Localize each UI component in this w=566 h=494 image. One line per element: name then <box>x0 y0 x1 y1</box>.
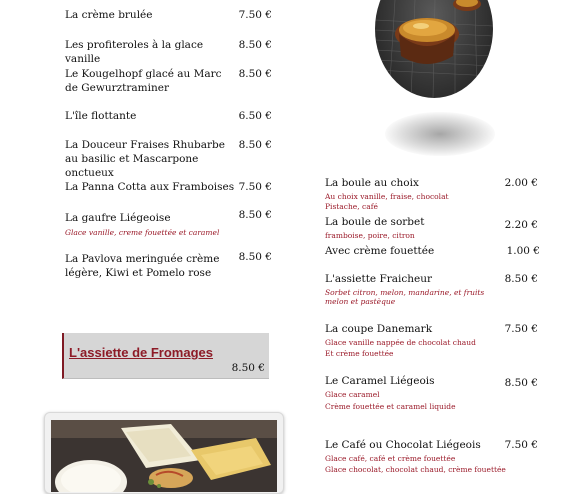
creme-brulee-photo <box>375 0 493 98</box>
menu-item-price: 7.50 € <box>238 9 272 21</box>
menu-item-name: Le Café ou Chocolat Liégeois <box>325 439 481 451</box>
menu-item-name: La crème brulée <box>65 9 153 21</box>
menu-item-price: 6.50 € <box>238 110 272 122</box>
cheese-plate-price: 8.50 € <box>231 362 265 374</box>
menu-item-price: 8.50 € <box>238 68 272 80</box>
menu-item-price: 7.50 € <box>504 323 538 335</box>
menu-item-price: 8.50 € <box>504 377 538 389</box>
cheese-plate-photo <box>51 420 277 492</box>
cheese-plate-title: L'assiette de Fromages <box>69 345 213 360</box>
menu-item-description: Glace vanille nappée de chocolat chaud <box>325 338 476 347</box>
menu-item-name: La Pavlova meringuée crème légère, Kiwi et Pomelo rose <box>65 253 220 279</box>
menu-item-price: 8.50 € <box>238 139 272 151</box>
menu-item-price: 7.50 € <box>504 439 538 451</box>
menu-item-name: La coupe Danemark <box>325 323 433 335</box>
menu-item-description: melon et pastèque <box>325 297 396 306</box>
menu-item-name: La Douceur Fraises Rhubarbe au basilic et Mascarpone onctueux <box>65 139 225 179</box>
menu-item-description: Glace chocolat, chocolat chaud, crème fouettée <box>325 465 506 474</box>
menu-item-price: 8.50 € <box>504 273 538 285</box>
menu-item-description: Glace café, café et crème fouettée <box>325 454 456 463</box>
menu-item-name: La boule au choix <box>325 177 419 189</box>
cheese-plate-section <box>62 333 269 379</box>
menu-item-price: 8.50 € <box>238 39 272 51</box>
menu-item-name: Les profiteroles à la glace vanille <box>65 39 204 65</box>
menu-item-name: Le Caramel Liégeois <box>325 375 435 387</box>
menu-item-name: La gaufre Liégeoise <box>65 212 171 224</box>
menu-item-description: Crème fouettée et caramel liquide <box>325 402 456 411</box>
menu-item-description: Au choix vanille, fraise, chocolat <box>325 192 449 201</box>
menu-item-description: Glace vanille, creme fouettée et caramel <box>65 228 220 237</box>
menu-item-price: 7.50 € <box>238 181 272 193</box>
menu-item-price: 2.20 € <box>504 219 538 231</box>
menu-item-price: 8.50 € <box>238 209 272 221</box>
menu-item-name: L'île flottante <box>65 110 137 122</box>
menu-item-price: 1.00 € <box>506 245 540 257</box>
menu-item-price: 2.00 € <box>504 177 538 189</box>
menu-item-price: 8.50 € <box>238 251 272 263</box>
menu-item-name: Avec crème fouettée <box>325 245 435 257</box>
menu-item-description: Pistache, café <box>325 202 378 211</box>
menu-item-description: Sorbet citron, melon, mandarine, et fruits <box>325 288 485 297</box>
menu-item-description: Glace caramel <box>325 390 380 399</box>
dessert-photo-shadow <box>385 112 495 156</box>
menu-item-name: L'assiette Fraicheur <box>325 273 433 285</box>
menu-item-name: La boule de sorbet <box>325 216 425 228</box>
menu-item-name: La Panna Cotta aux Framboises <box>65 181 235 193</box>
menu-item-description: Et crème fouettée <box>325 349 394 358</box>
menu-item-name: Le Kougelhopf glacé au Marc de Gewurztraminer <box>65 68 222 94</box>
menu-item-description: framboise, poire, citron <box>325 231 415 240</box>
cheese-photo-frame <box>44 412 284 494</box>
